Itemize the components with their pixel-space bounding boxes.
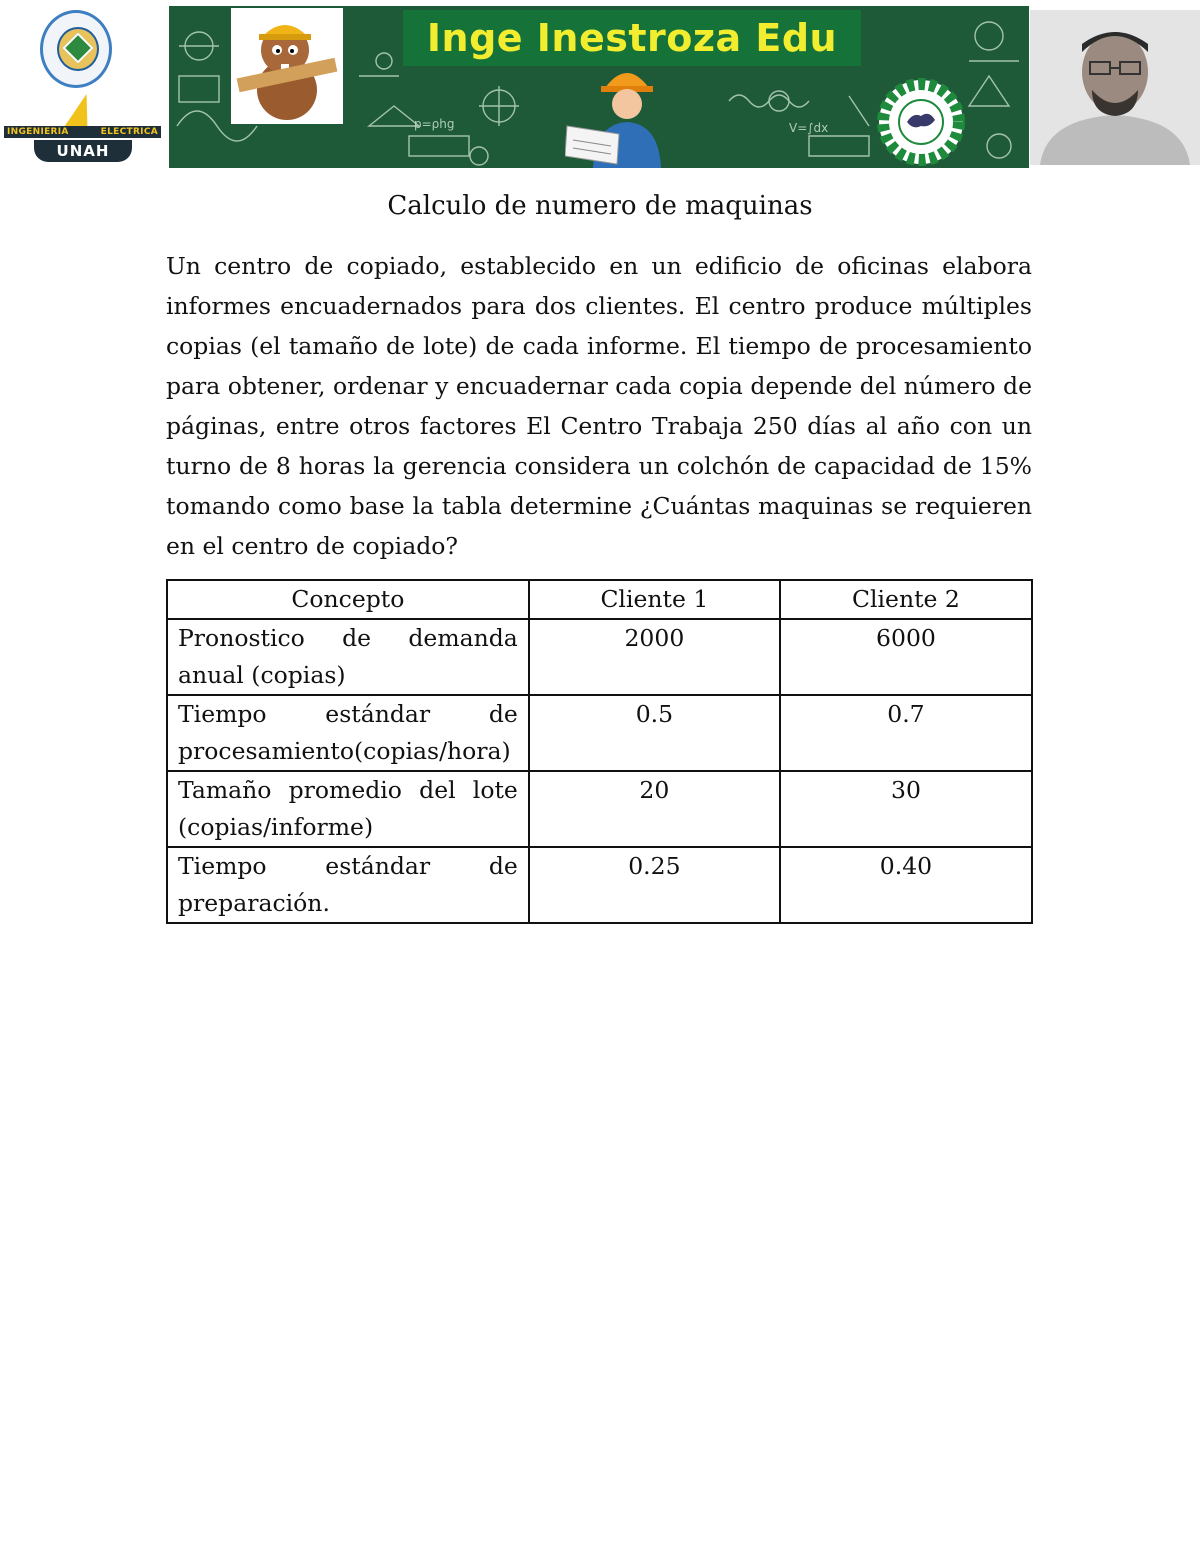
beaver-mascot-illustration	[231, 8, 343, 124]
row-cliente-1-value: 20	[529, 771, 780, 847]
chalkboard-background	[169, 6, 1029, 168]
table-header-row	[167, 580, 1032, 619]
gear-icon	[869, 78, 973, 166]
badge-left-text: INGENIERIA	[7, 127, 69, 137]
table-row	[167, 619, 1032, 695]
row-concept: Tamaño promedio del lote (copias/informe)	[167, 771, 529, 847]
badge-right-text: ELECTRICA	[100, 127, 158, 137]
header-concepto: Concepto	[167, 580, 529, 619]
row-cliente-1-value: 0.25	[529, 847, 780, 923]
person-portrait-icon	[1030, 10, 1200, 165]
engineer-icon	[565, 60, 687, 168]
logo-column	[0, 0, 165, 170]
header-cliente-2: Cliente 2	[780, 580, 1032, 619]
badge-word: UNAH	[34, 140, 132, 162]
row-concept: Tiempo estándar de procesamiento(copias/hora)	[167, 695, 529, 771]
svg-text:V=∫dx: V=∫dx	[789, 121, 829, 135]
table-row	[167, 771, 1032, 847]
table-row	[167, 695, 1032, 771]
site-title: Inge Inestroza Edu	[403, 10, 861, 66]
row-cliente-1-value: 2000	[529, 619, 780, 695]
table-row	[167, 847, 1032, 923]
row-cliente-2-value: 30	[780, 771, 1032, 847]
row-cliente-1-value: 0.5	[529, 695, 780, 771]
row-concept: Tiempo estándar de preparación.	[167, 847, 529, 923]
unah-electrical-engineering-logo	[4, 94, 161, 166]
header-banner	[0, 0, 1200, 170]
row-cliente-2-value: 0.40	[780, 847, 1032, 923]
row-cliente-2-value: 0.7	[780, 695, 1032, 771]
beaver-icon	[231, 8, 343, 124]
document-title: Calculo de numero de maquinas	[387, 191, 813, 221]
data-table	[166, 579, 1033, 924]
row-cliente-2-value: 6000	[780, 619, 1032, 695]
engineer-worker-illustration	[565, 60, 687, 168]
svg-text:p=ρhg: p=ρhg	[414, 117, 455, 131]
instituto-tecnico-logo	[869, 78, 973, 166]
problem-statement: Un centro de copiado, establecido en un edificio de oficinas elabora informes encuadernados para dos clientes. El centro produce múltiples copias (el tamaño de lote) de cada informe. El tiempo de procesamiento para obtener, ordenar y encuadernar cada copia depende del número de páginas, entre otros factores El Centro Trabaja 250 días al año con un turno de 8 horas la gerencia considera un colchón de capacidad de 15% tomando como base la tabla determine ¿Cuántas maquinas se requieren en el centro de copiado?	[166, 252, 1032, 560]
author-portrait-photo	[1030, 10, 1200, 165]
badge-stripe	[4, 126, 161, 138]
lightning-bolt-icon	[63, 94, 98, 128]
header-cliente-1: Cliente 1	[529, 580, 780, 619]
institution-seal-logo	[40, 10, 112, 88]
row-concept: Pronostico de demanda anual (copias)	[167, 619, 529, 695]
